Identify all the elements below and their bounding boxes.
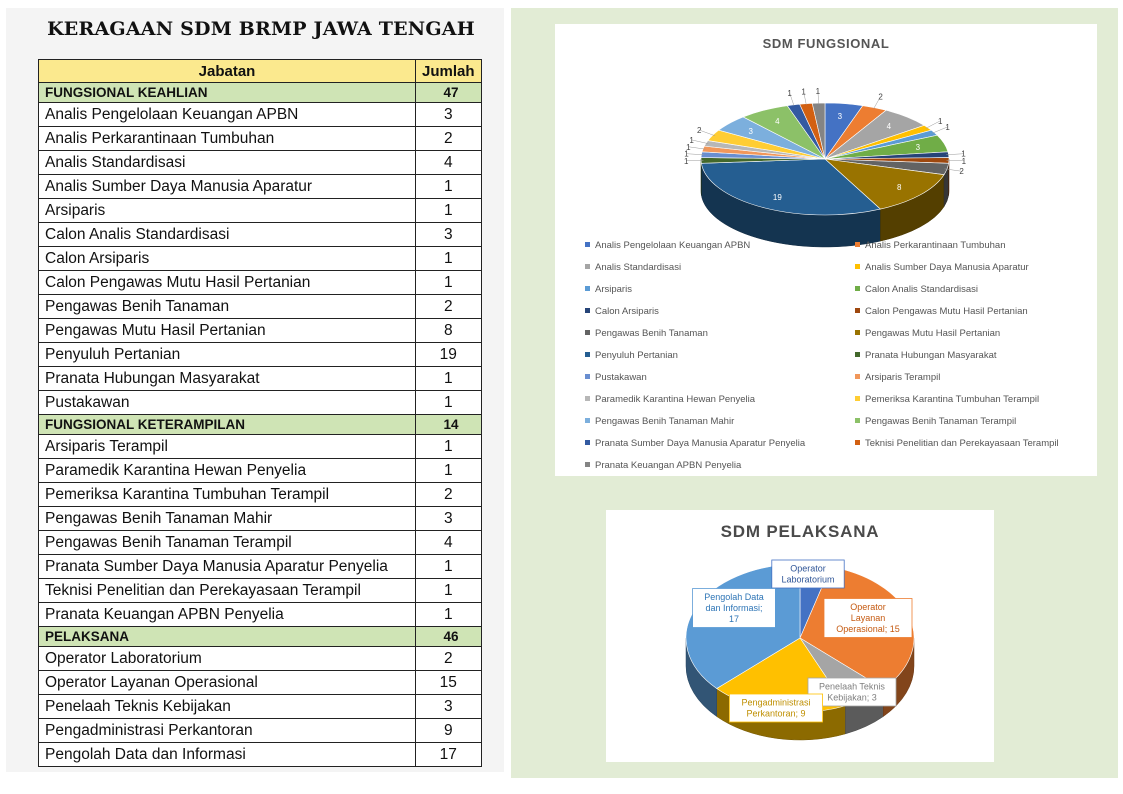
- category-row: [39, 83, 482, 103]
- legend-swatch: [855, 286, 860, 291]
- legend-swatch: [585, 462, 590, 467]
- table-row: [39, 151, 482, 175]
- jabatan-cell: Penyuluh Pertanian: [39, 343, 416, 367]
- pelaksana-label-line: dan Informasi;: [705, 603, 763, 613]
- table-row: [39, 507, 482, 531]
- jabatan-cell: Pustakawan: [39, 391, 416, 415]
- jumlah-cell: 1: [416, 247, 482, 271]
- fungsional-data-label-5: 3: [915, 142, 921, 152]
- jumlah-cell: 1: [416, 367, 482, 391]
- pelaksana-label-line: Laboratorium: [781, 574, 835, 585]
- legend-swatch: [585, 330, 590, 335]
- table-row: [39, 719, 482, 743]
- chart-title-pelaksana: SDM PELAKSANA: [720, 522, 880, 541]
- fungsional-tops: [701, 103, 949, 215]
- table-row: [39, 127, 482, 151]
- chart-card-fungsional: [555, 24, 1097, 476]
- legend-label: Paramedik Karantina Hewan Penyelia: [595, 394, 756, 405]
- legend-label: Calon Analis Standardisasi: [865, 284, 979, 295]
- pelaksana-label-line: Pengadministrasi: [741, 697, 811, 708]
- pelaksana-label-line: Layanan: [850, 613, 886, 623]
- jumlah-cell: 2: [416, 295, 482, 319]
- legend-item: [855, 262, 1029, 273]
- jabatan-cell: Pengawas Mutu Hasil Pertanian: [39, 319, 416, 343]
- jumlah-cell: 1: [416, 271, 482, 295]
- legend-swatch: [585, 242, 590, 247]
- fungsional-data-label-13: 1: [686, 142, 691, 152]
- table-row: [39, 175, 482, 199]
- jabatan-cell: Pranata Hubungan Masyarakat: [39, 367, 416, 391]
- legend-label: Pengawas Benih Tanaman Terampil: [865, 416, 1017, 427]
- legend-swatch: [855, 352, 860, 357]
- sdm-table: [38, 59, 482, 767]
- legend-swatch: [855, 418, 860, 423]
- legend-item: [855, 438, 1059, 449]
- jumlah-cell: 8: [416, 319, 482, 343]
- chart-title-fungsional: SDM FUNGSIONAL: [762, 36, 890, 51]
- legend-item: [585, 460, 741, 471]
- fungsional-data-label-8: 2: [959, 167, 964, 177]
- table-row: [39, 647, 482, 671]
- legend-swatch: [855, 374, 860, 379]
- category-row: [39, 415, 482, 435]
- pelaksana-label-line: Operasional; 15: [836, 624, 900, 634]
- pelaksana-label-line: 17: [728, 614, 740, 624]
- fungsional-data-label-7: 1: [961, 156, 967, 166]
- fungsional-data-label-10: 19: [772, 193, 782, 203]
- jabatan-cell: Paramedik Karantina Hewan Penyelia: [39, 459, 416, 483]
- legend-swatch: [585, 264, 590, 269]
- jabatan-cell: Pranata Sumber Daya Manusia Aparatur Penyelia: [39, 555, 416, 579]
- table-row: [39, 579, 482, 603]
- jumlah-cell: 19: [416, 343, 482, 367]
- legend-label: Pranata Hubungan Masyarakat: [865, 350, 997, 361]
- jumlah-cell: 9: [416, 719, 482, 743]
- category-name: PELAKSANA: [39, 627, 416, 647]
- legend-swatch: [585, 440, 590, 445]
- pelaksana-label-line: Kebijakan; 3: [827, 692, 877, 703]
- legend-item: [585, 240, 750, 251]
- jumlah-cell: 1: [416, 555, 482, 579]
- jumlah-cell: 1: [416, 175, 482, 199]
- legend-swatch: [585, 374, 590, 379]
- legend-swatch: [585, 308, 590, 313]
- jabatan-cell: Pengawas Benih Tanaman Mahir: [39, 507, 416, 531]
- legend-label: Pranata Sumber Daya Manusia Aparatur Penyelia: [595, 438, 806, 449]
- jumlah-cell: 3: [416, 223, 482, 247]
- jabatan-cell: Analis Perkarantinaan Tumbuhan: [39, 127, 416, 151]
- fungsional-data-label-1: 2: [878, 92, 883, 102]
- table-row: [39, 531, 482, 555]
- header-jabatan: Jabatan: [39, 60, 416, 83]
- jumlah-cell: 2: [416, 127, 482, 151]
- table-row: [39, 435, 482, 459]
- fungsional-data-label-19: 1: [801, 87, 806, 97]
- legend-item: [585, 350, 678, 361]
- jumlah-cell: 4: [416, 531, 482, 555]
- category-name: FUNGSIONAL KEAHLIAN: [39, 83, 416, 103]
- jabatan-cell: Pemeriksa Karantina Tumbuhan Terampil: [39, 483, 416, 507]
- table-row: [39, 555, 482, 579]
- legend-label: Pengawas Mutu Hasil Pertanian: [865, 328, 1001, 339]
- legend-swatch: [585, 352, 590, 357]
- pelaksana-label-line: Pengolah Data: [704, 592, 764, 602]
- jabatan-cell: Penelaah Teknis Kebijakan: [39, 695, 416, 719]
- fungsional-data-label-12: 1: [684, 149, 689, 159]
- table-row: [39, 295, 482, 319]
- legend-swatch: [855, 330, 860, 335]
- legend-label: Penyuluh Pertanian: [595, 350, 678, 361]
- table-row: [39, 695, 482, 719]
- legend-swatch: [855, 242, 860, 247]
- legend-swatch: [585, 286, 590, 291]
- legend-item: [585, 328, 708, 339]
- legend-item: [585, 262, 681, 273]
- fungsional-leader-14: [692, 140, 709, 144]
- table-row: [39, 603, 482, 627]
- jumlah-cell: 1: [416, 603, 482, 627]
- jumlah-cell: 1: [416, 459, 482, 483]
- table-row: [39, 483, 482, 507]
- jumlah-cell: 15: [416, 671, 482, 695]
- fungsional-data-label-11: 1: [683, 156, 689, 166]
- legend-item: [855, 350, 997, 361]
- legend-item: [585, 372, 647, 383]
- category-name: FUNGSIONAL KETERAMPILAN: [39, 415, 416, 435]
- jabatan-cell: Analis Standardisasi: [39, 151, 416, 175]
- jabatan-cell: Analis Pengelolaan Keuangan APBN: [39, 103, 416, 127]
- jabatan-cell: Arsiparis Terampil: [39, 435, 416, 459]
- jabatan-cell: Analis Sumber Daya Manusia Aparatur: [39, 175, 416, 199]
- category-total: 14: [416, 415, 482, 435]
- jumlah-cell: 3: [416, 507, 482, 531]
- jabatan-cell: Pranata Keuangan APBN Penyelia: [39, 603, 416, 627]
- table-row: [39, 671, 482, 695]
- legend-swatch: [585, 418, 590, 423]
- legend-label: Analis Standardisasi: [595, 262, 682, 273]
- fungsional-data-label-3: 1: [937, 116, 943, 126]
- legend-item: [855, 306, 1028, 317]
- legend-label: Pustakawan: [595, 372, 647, 383]
- table-row: [39, 103, 482, 127]
- legend-label: Arsiparis Terampil: [865, 372, 941, 383]
- pelaksana-data-label-3: [741, 698, 810, 719]
- jabatan-cell: Teknisi Penelitian dan Perekayasaan Terampil: [39, 579, 416, 603]
- category-row: [39, 627, 482, 647]
- jumlah-cell: 3: [416, 695, 482, 719]
- legend-label: Pranata Keuangan APBN Penyelia: [595, 460, 742, 471]
- pie-chart-pelaksana: [606, 510, 994, 762]
- jumlah-cell: 17: [416, 743, 482, 767]
- jabatan-cell: Pengolah Data dan Informasi: [39, 743, 416, 767]
- legend-item: [855, 284, 978, 295]
- legend-label: Pengawas Benih Tanaman: [595, 328, 708, 339]
- fungsional-data-label-2: 4: [886, 122, 892, 132]
- legend-item: [585, 284, 632, 295]
- jumlah-cell: 3: [416, 103, 482, 127]
- page-title: KERAGAAN SDM BRMP JAWA TENGAH: [47, 18, 475, 40]
- jabatan-cell: Pengawas Benih Tanaman Terampil: [39, 531, 416, 555]
- pelaksana-label-line: Perkantoran; 9: [746, 708, 806, 719]
- pelaksana-data-label-2: [819, 682, 885, 703]
- jabatan-cell: Operator Laboratorium: [39, 647, 416, 671]
- jabatan-cell: Arsiparis: [39, 199, 416, 223]
- table-row: [39, 199, 482, 223]
- jumlah-cell: 2: [416, 483, 482, 507]
- legend-label: Calon Arsiparis: [595, 306, 659, 317]
- legend-label: Pengawas Benih Tanaman Mahir: [595, 416, 735, 427]
- fungsional-data-label-0: 3: [837, 111, 843, 121]
- fungsional-data-label-17: 4: [775, 116, 780, 126]
- header-jumlah: Jumlah: [416, 60, 482, 83]
- chart-card-pelaksana: [606, 510, 994, 762]
- jabatan-cell: Calon Analis Standardisasi: [39, 223, 416, 247]
- legend-item: [855, 416, 1016, 427]
- fungsional-data-label-16: 3: [748, 127, 753, 137]
- table-row: [39, 459, 482, 483]
- jumlah-cell: 4: [416, 151, 482, 175]
- jabatan-cell: Calon Arsiparis: [39, 247, 416, 271]
- legend-item: [855, 394, 1039, 405]
- jabatan-cell: Pengadministrasi Perkantoran: [39, 719, 416, 743]
- fungsional-data-label-4: 1: [945, 122, 950, 132]
- legend-item: [585, 438, 805, 449]
- legend-swatch: [585, 396, 590, 401]
- jumlah-cell: 1: [416, 199, 482, 223]
- jabatan-cell: Pengawas Benih Tanaman: [39, 295, 416, 319]
- fungsional-data-label-14: 1: [689, 135, 694, 145]
- fungsional-data-label-6: 1: [961, 149, 966, 159]
- legend-label: Analis Pengelolaan Keuangan APBN: [595, 240, 751, 251]
- table-row: [39, 743, 482, 767]
- legend-item: [855, 372, 940, 383]
- legend-item: [585, 394, 755, 405]
- category-total: 47: [416, 83, 482, 103]
- jumlah-cell: 1: [416, 391, 482, 415]
- table-row: [39, 247, 482, 271]
- fungsional-data-label-20: 1: [815, 86, 821, 96]
- table-row: [39, 343, 482, 367]
- legend-label: Analis Perkarantinaan Tumbuhan: [865, 240, 1006, 251]
- jabatan-cell: Calon Pengawas Mutu Hasil Pertanian: [39, 271, 416, 295]
- table-row: [39, 223, 482, 247]
- legend-swatch: [855, 308, 860, 313]
- table-row: [39, 271, 482, 295]
- table-row: [39, 367, 482, 391]
- legend-label: Analis Sumber Daya Manusia Aparatur: [865, 262, 1029, 273]
- legend-item: [855, 328, 1000, 339]
- jabatan-cell: Operator Layanan Operasional: [39, 671, 416, 695]
- category-total: 46: [416, 627, 482, 647]
- legend-label: Teknisi Penelitian dan Perekayasaan Terampil: [865, 438, 1059, 449]
- legend-swatch: [855, 264, 860, 269]
- legend-swatch: [855, 440, 860, 445]
- jumlah-cell: 2: [416, 647, 482, 671]
- pelaksana-label-line: Penelaah Teknis: [819, 681, 885, 692]
- fungsional-data-label-18: 1: [787, 88, 792, 98]
- pelaksana-label-line: Operator: [850, 602, 886, 612]
- fungsional-leader-15: [699, 130, 715, 136]
- legend-label: Pemeriksa Karantina Tumbuhan Terampil: [865, 394, 1040, 405]
- legend-item: [585, 306, 659, 317]
- table-row: [39, 391, 482, 415]
- table-row: [39, 319, 482, 343]
- jumlah-cell: 1: [416, 435, 482, 459]
- fungsional-data-label-9: 8: [897, 182, 902, 192]
- table-header-row: [39, 60, 482, 83]
- pie-chart-fungsional: [555, 24, 1097, 234]
- jumlah-cell: 1: [416, 579, 482, 603]
- legend-label: Calon Pengawas Mutu Hasil Pertanian: [865, 306, 1028, 317]
- legend-label: Arsiparis: [595, 284, 632, 295]
- legend-item: [585, 416, 734, 427]
- legend-item: [855, 240, 1005, 251]
- pelaksana-label-line: Operator: [790, 563, 826, 574]
- legend-swatch: [855, 396, 860, 401]
- fungsional-leader-13: [688, 147, 705, 149]
- fungsional-data-label-15: 2: [696, 126, 702, 136]
